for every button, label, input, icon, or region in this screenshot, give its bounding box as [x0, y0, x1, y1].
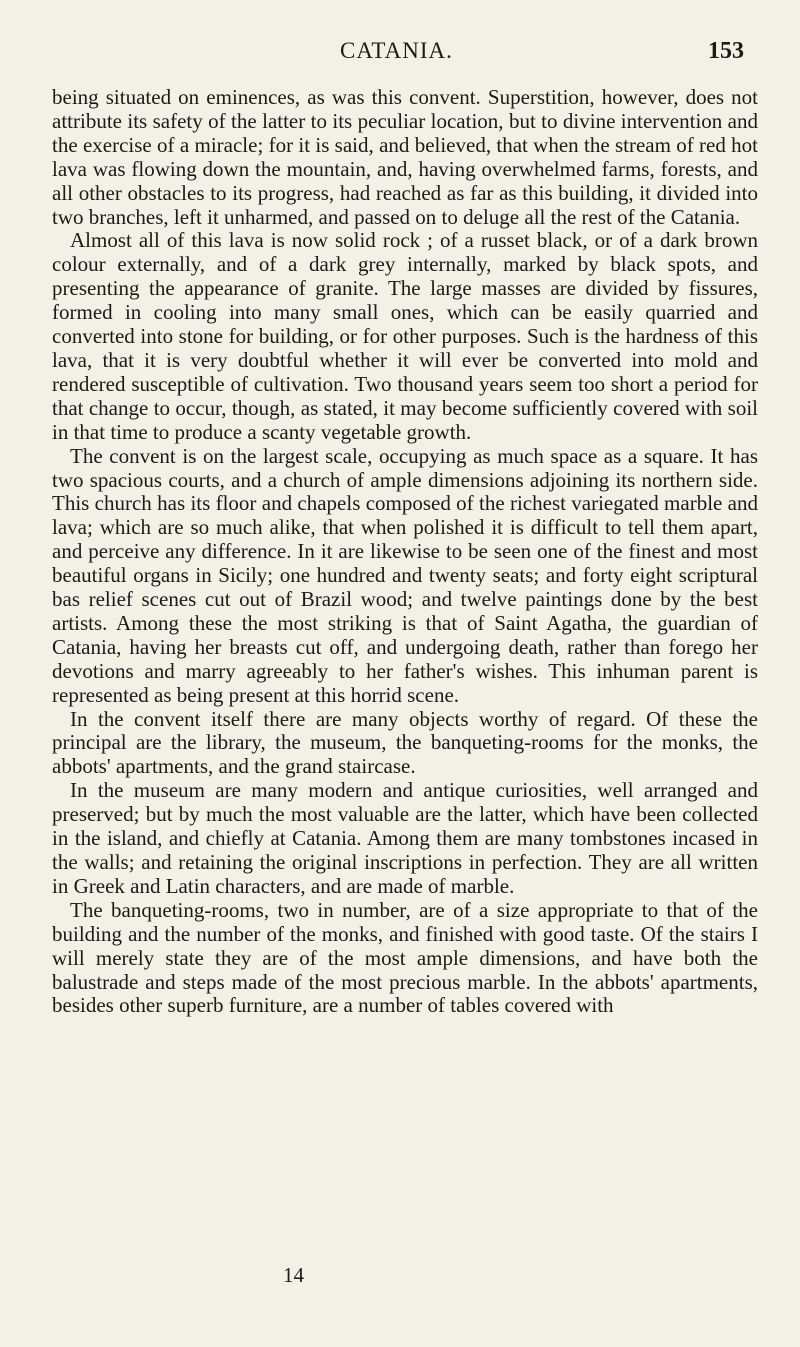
running-head-title: CATANIA. — [340, 38, 453, 63]
paragraph-3: The convent is on the largest scale, occupying as much space as a square. It has two spacious courts, and a church of ample dimensions adjoining its northern side. This church has its floor and chapels composed of the richest variegated marble and lava; which are so much alike, that when polished it is difficult to tell them apart, and perceive any difference. In it are likewise to be seen one of the finest and most beautiful organs in Sicily; one hundred and twenty seats; and forty eight scriptural bas relief scenes cut out of Brazil wood; and twelve paintings done by the best artists. Among these the most striking is that of Saint Agatha, the guardian of Catania, having her breasts cut off, and undergoing death, rather than forego her devotions and marry agreeably to her father's wishes. This inhuman parent is represented as being present at this horrid scene. — [52, 443, 758, 707]
signature-mark: 14 — [283, 1263, 304, 1287]
body-text — [52, 86, 758, 1018]
page-number: 153 — [708, 38, 744, 64]
paragraph-4: In the convent itself there are many objects worthy of regard. Of these the principal are the library, the museum, the banqueting-rooms for the monks, the abbots' apartments, and the grand staircase. — [52, 706, 758, 779]
paragraph-2: Almost all of this lava is now solid rock ; of a russet black, or of a dark brown colour externally, and of a dark grey internally, marked by black spots, and presenting the appearance of granite. The large masses are divided by fissures, formed in cooling into many small ones, which can be easily quarried and converted into stone for building, or for other purposes. Such is the hardness of this lava, that it is very doubtful whether it will ever be converted into mold and rendered susceptible of cultivation. Two thousand years seem too short a period for that change to occur, though, as stated, it may become sufficiently covered with soil in that time to produce a scanty vegetable growth. — [52, 228, 758, 444]
paragraph-5: In the museum are many modern and antique curiosities, well arranged and preserved; but by much the most valuable are the latter, which have been collected in the island, and chiefly at Catania. Among them are many tombstones incased in the walls; and retaining the original inscriptions in perfection. They are all written in Greek and Latin characters, and are made of marble. — [52, 778, 758, 898]
paragraph-1: being situated on eminences, as was this convent. Superstition, however, does not attribute its safety of the latter to its peculiar location, but to divine intervention and the exercise of a miracle; for it is said, and believed, that when the stream of red hot lava was flowing down the mountain, and, having overwhelmed farms, forests, and all other obstacles to its progress, had reached as far as this building, it divided into two branches, left it unharmed, and passed on to deluge all the rest of the Catania. — [52, 85, 758, 229]
paragraph-6: The banqueting-rooms, two in number, are of a size appropriate to that of the building and the number of the monks, and finished with good taste. Of the stairs I will merely state they are of the most ample dimensions, and have both the balustrade and steps made of the most precious marble. In the abbots' apartments, besides other superb furniture, are a number of tables covered with — [52, 897, 758, 1018]
running-head — [0, 38, 800, 78]
